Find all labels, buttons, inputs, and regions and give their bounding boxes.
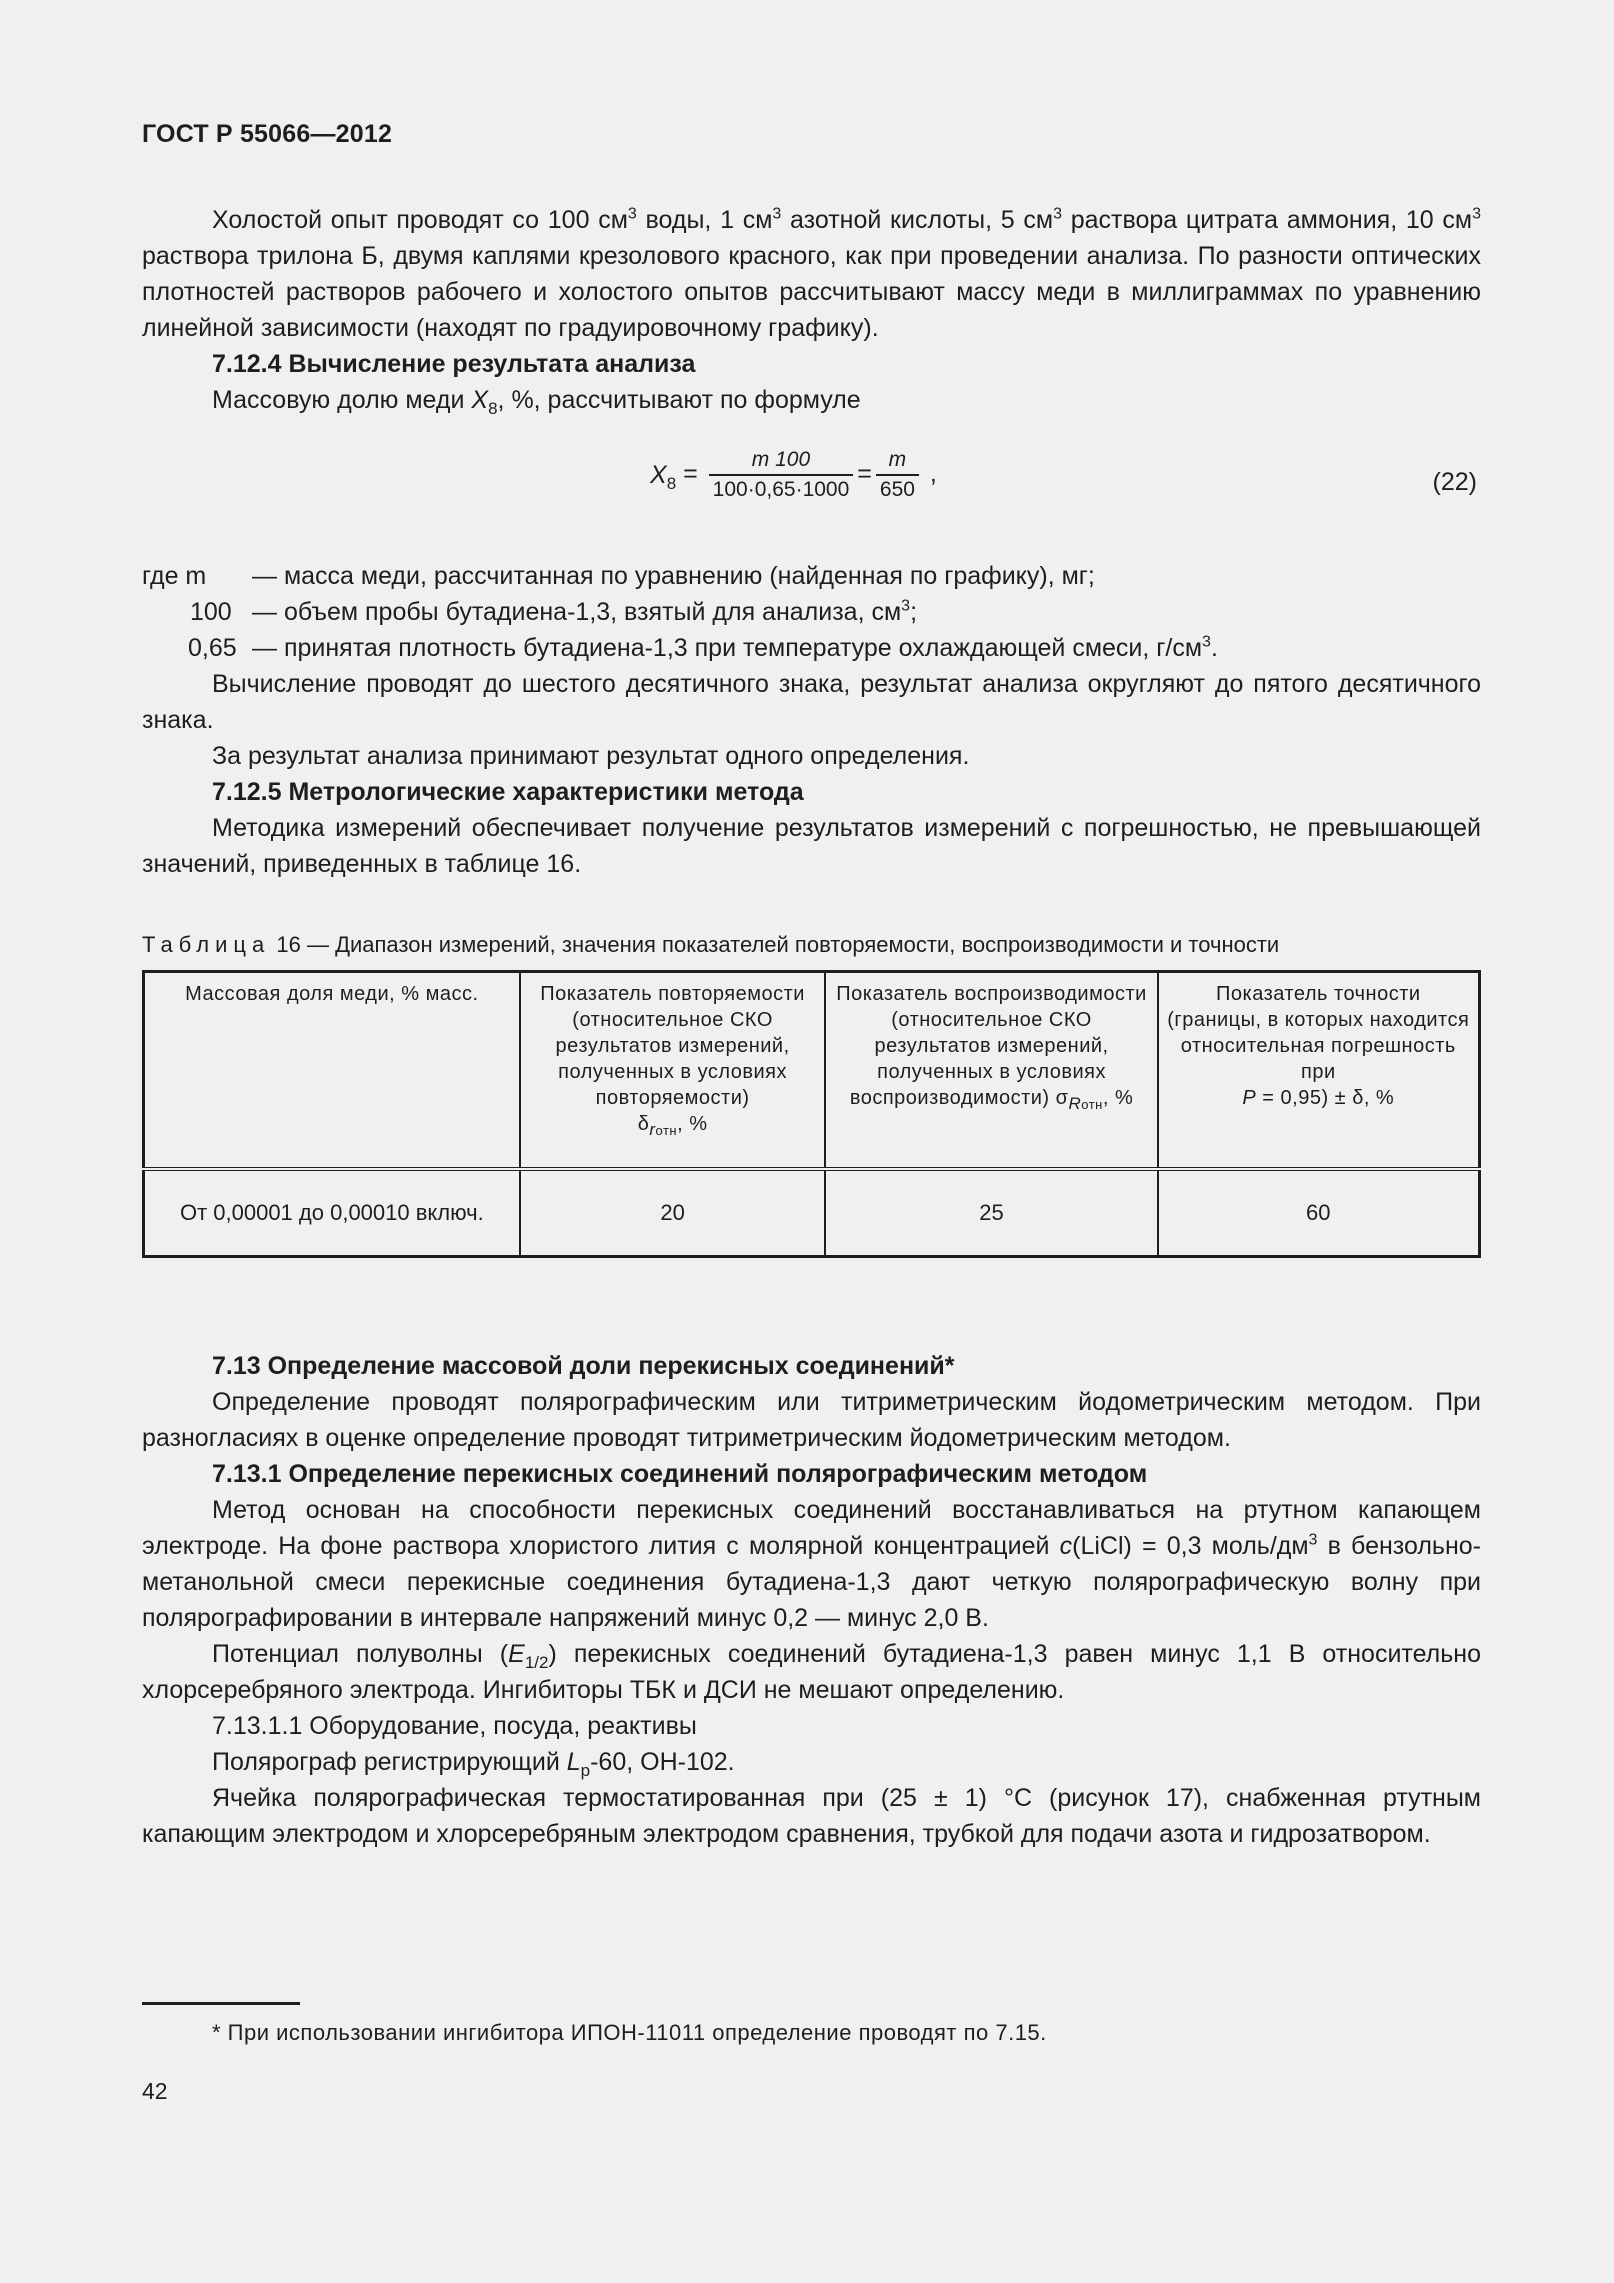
paragraph-result: За результат анализа принимают результат одного определения. <box>212 742 970 770</box>
main-content <box>142 202 1481 1852</box>
section-heading-7-12-4: 7.12.4 Вычисление результата анализа <box>212 350 696 378</box>
footnote-divider <box>142 2002 300 2005</box>
definition-row: 100 — объем пробы бутадиена-1,3, взятый для анализа, $см^3$; <box>190 597 918 626</box>
equation-number: (22) <box>1432 468 1477 496</box>
header-cell-mass-fraction: Массовая доля меди, % масс. <box>144 972 520 1170</box>
paragraph-potential: Потенциал полуволны $(E_{1/2})$ перекисных соединений бутадиена-1,3 равен минус 1,1 В относительно хлорсеребряного электрода. Ингибиторы ТБК и ДСИ не мешают определению. <box>142 1640 1481 1704</box>
table-header-row <box>144 972 1480 1170</box>
page-number: 42 <box>142 2078 168 2104</box>
definition-row: где m — масса меди, рассчитанная по уравнению (найденная по графику), мг; <box>142 562 1095 590</box>
variable-definitions <box>142 558 1481 666</box>
table-cell-repeatability: 20 <box>520 1169 826 1257</box>
paragraph-calculation: Вычисление проводят до шестого десятичного знака, результат анализа округляют до пятого десятичного знака. <box>142 670 1481 734</box>
definition-row: 0,65 — принятая плотность бутадиена-1,3 при температуре охлаждающей смеси, $г/см^3$. <box>188 633 1218 662</box>
paragraph-method: Метод основан на способности перекисных соединений восстанавливаться на ртутном капающем электроде. На фоне раствора хлористого лития с молярной концентрацией c(LiCl) = 0,3 моль/$дм^3$ в бензольно-метанольной смеси перекисные соединения бутадиена-1,3 дают четкую полярографическую волну при полярографировании в интервале напряжений минус 0,2 — минус 2,0 В. <box>142 1496 1481 1632</box>
table-row <box>144 1169 1480 1257</box>
footnote: * При использовании ингибитора ИПОН-11011 определение проводят по 7.15. <box>212 2020 1047 2045</box>
header-cell-accuracy: Показатель точности (границы, в которых находится относительная погрешность при P = 0,95) ± δ, % <box>1158 972 1480 1170</box>
section-heading-7-12-5: 7.12.5 Метрологические характеристики метода <box>212 778 804 806</box>
section-heading-7-13-1: 7.13.1 Определение перекисных соединений полярографическим методом <box>212 1460 1148 1488</box>
fraction-1: $\frac{m 100}{100\cdot 0,65\cdot 1000}$ <box>709 448 854 502</box>
paragraph-metrology: Методика измерений обеспечивает получение результатов измерений с погрешностью, не превышающей значений, приведенных в таблице 16. <box>142 814 1481 878</box>
table-16 <box>142 970 1481 1258</box>
table-caption: Таблица 16 — Диапазон измерений, значения показателей повторяемости, воспроизводимости и точности <box>142 932 1280 957</box>
paragraph-polarograph: Полярограф регистрирующий $L_р-60$, ОН-102. <box>212 1748 735 1780</box>
paragraph-7-13: Определение проводят полярографическим или титриметрическим йодометрическим методом. При разногласиях в оценке определение проводят титриметрическим йодометрическим методом. <box>142 1388 1481 1452</box>
table-cell-range: От 0,00001 до 0,00010 включ. <box>144 1169 520 1257</box>
table-cell-accuracy: 60 <box>1158 1169 1480 1257</box>
formula-block <box>142 418 1481 558</box>
table-cell-reproducibility: 25 <box>825 1169 1157 1257</box>
formula-intro: Массовую долю меди $X_8$, %, рассчитывают по формуле <box>212 386 861 418</box>
section-heading-7-13: 7.13 Определение массовой доли перекисных соединений* <box>212 1352 955 1380</box>
header-cell-repeatability: Показатель повторяемости (относительное СКО результатов измерений, полученных в условиях повторяемости) $\delta_{rотн}$, % <box>520 972 826 1170</box>
fraction-2: $\frac{m}{650}$ <box>876 448 919 502</box>
paragraph-blank-test: Холостой опыт проводят со 100 $см^3$ воды, 1 $см^3$ азотной кислоты, 5 $см^3$ раствора цитрата аммония, 10 $см^3$ раствора трилона Б, двумя каплями крезолового красного, как при проведении анализа. По разности оптических плотностей растворов рабочего и холостого опытов рассчитывают массу меди в миллиграммах по уравнению линейной зависимости (находят по градуировочному графику). <box>142 205 1481 342</box>
formula-22: $X_8$ = $\frac{m 100}{100\cdot 0,65\cdot 1000}$ = $\frac{m}{650}$ , <box>650 448 937 501</box>
paragraph-cell: Ячейка полярографическая термостатированная при (25 ± 1) °С (рисунок 17), снабженная ртутным капающим электродом и хлорсеребряным электродом сравнения, трубкой для подачи азота и гидрозатвором. <box>142 1784 1481 1848</box>
header-cell-reproducibility: Показатель воспроизводимости (относительное СКО результатов измерений, полученных в условиях воспроизводимости) $\sigma_{Rотн}$, % <box>825 972 1157 1170</box>
section-heading-7-13-1-1: 7.13.1.1 Оборудование, посуда, реактивы <box>212 1712 697 1740</box>
document-header: ГОСТ Р 55066—2012 <box>142 120 393 148</box>
